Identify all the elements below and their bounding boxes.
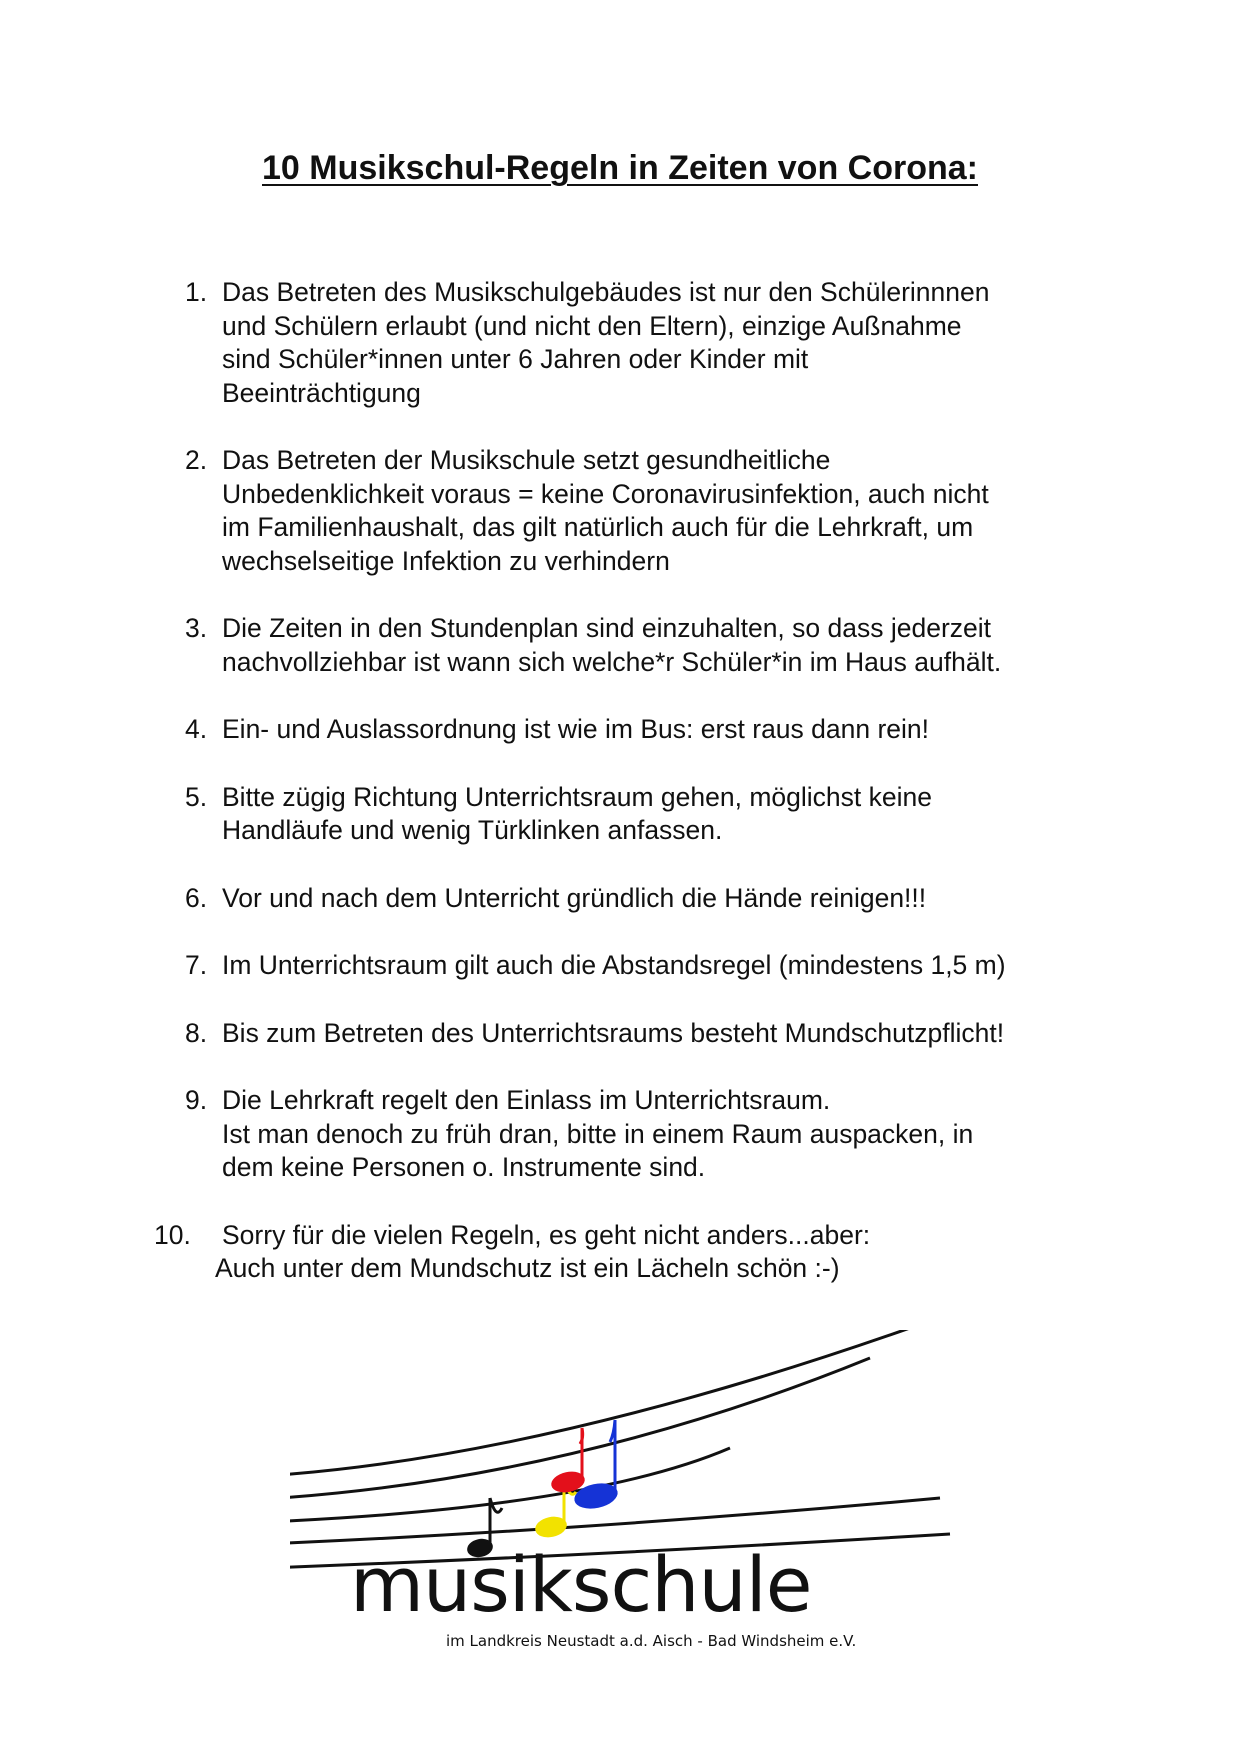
rule-item xyxy=(0,882,1240,916)
rule-item xyxy=(0,1084,1240,1185)
rule-text-line: Ein- und Auslassordnung ist wie im Bus: erst raus dann rein! xyxy=(222,714,930,744)
rule-text-line: Beeinträchtigung xyxy=(222,377,421,408)
rule-text-line: Das Betreten der Musikschule setzt gesundheitliche xyxy=(222,445,831,475)
rule-text xyxy=(222,1084,1102,1185)
rule-text-line: wechselseitige Infektion zu verhindern xyxy=(222,545,670,576)
staff-lines xyxy=(290,1330,950,1568)
musikschule-logo xyxy=(290,1330,990,1660)
rule-item xyxy=(0,276,1240,410)
rule-text-line: und Schülern erlaubt (und nicht den Eltern), einzige Außnahme xyxy=(222,310,962,341)
logo-wordmark: musikschule xyxy=(350,1540,812,1629)
rule-text-line: Bitte zügig Richtung Unterrichtsraum gehen, möglichst keine xyxy=(222,781,932,812)
rule-text-line: Sorry für die vielen Regeln, es geht nicht anders...aber: xyxy=(222,1219,871,1250)
rule-item xyxy=(0,781,1240,848)
rule-item xyxy=(0,1017,1240,1051)
rule-number: 8. xyxy=(185,1017,208,1048)
rule-number: 3. xyxy=(185,613,208,643)
rule-item xyxy=(0,713,1240,747)
document-title xyxy=(0,148,1240,188)
rule-text-line: dem keine Personen o. Instrumente sind. xyxy=(222,1152,706,1182)
rule-text xyxy=(222,444,1102,578)
rule-text-line: Handläufe und wenig Türklinken anfassen. xyxy=(222,815,723,845)
staff-line xyxy=(290,1448,730,1522)
rule-number: 6. xyxy=(185,882,208,913)
rule-item xyxy=(0,949,1240,983)
rule-text xyxy=(222,713,1102,747)
rule-text-line: Ist man denoch zu früh dran, bitte in einem Raum auspacken, in xyxy=(222,1118,974,1149)
rule-item xyxy=(0,612,1240,679)
staff-line xyxy=(290,1330,910,1476)
rule-text xyxy=(222,276,1102,410)
rule-text xyxy=(222,781,1102,848)
document-title-text: 10 Musikschul-Regeln in Zeiten von Corona: xyxy=(262,149,978,187)
rule-number: 5. xyxy=(185,781,208,812)
rule-number: 7. xyxy=(185,950,208,980)
rule-text-line: nachvollziehbar ist wann sich welche*r Schüler*in im Haus aufhält. xyxy=(222,646,1002,677)
rule-number: 4. xyxy=(185,714,208,744)
rule-item xyxy=(0,1219,1240,1286)
rule-text xyxy=(222,949,1102,983)
rule-text-line: Im Unterrichtsraum gilt auch die Abstandsregel (mindestens 1,5 m) xyxy=(222,950,1006,980)
rules-list xyxy=(0,276,1240,1320)
rule-text-line: sind Schüler*innen unter 6 Jahren oder Kinder mit xyxy=(222,344,809,374)
rule-text-line: Das Betreten des Musikschulgebäudes ist nur den Schülerinnnen xyxy=(222,277,990,307)
rule-number: 9. xyxy=(185,1085,208,1115)
rule-number: 1. xyxy=(185,277,208,307)
logo-subtitle: im Landkreis Neustadt a.d. Aisch - Bad Windsheim e.V. xyxy=(446,1632,857,1650)
rule-number: 2. xyxy=(185,445,208,475)
rule-text-line: Auch unter dem Mundschutz ist ein Lächeln schön :-) xyxy=(215,1253,840,1283)
rule-text xyxy=(222,882,1102,916)
staff-line xyxy=(290,1498,940,1544)
rule-text xyxy=(222,1017,1102,1051)
rule-text-line: Die Zeiten in den Stundenplan sind einzuhalten, so dass jederzeit xyxy=(222,613,992,643)
note-red-icon xyxy=(549,1428,586,1495)
rule-text-line: Die Lehrkraft regelt den Einlass im Unterrichtsraum. xyxy=(222,1085,831,1115)
rule-text xyxy=(222,612,1102,679)
rule-number: 10. xyxy=(154,1219,191,1250)
music-notes xyxy=(465,1420,620,1560)
note-blue-icon xyxy=(572,1420,620,1512)
rule-text-line: Bis zum Betreten des Unterrichtsraums besteht Mundschutzpflicht! xyxy=(222,1017,1005,1048)
rule-text-line: Unbedenklichkeit voraus = keine Coronavirusinfektion, auch nicht xyxy=(222,478,989,509)
rule-item xyxy=(0,444,1240,578)
rule-text-line: Vor und nach dem Unterricht gründlich die Hände reinigen!!! xyxy=(222,882,927,913)
rule-text-line: im Familienhaushalt, das gilt natürlich auch für die Lehrkraft, um xyxy=(222,512,974,542)
rule-text xyxy=(215,1219,1102,1286)
